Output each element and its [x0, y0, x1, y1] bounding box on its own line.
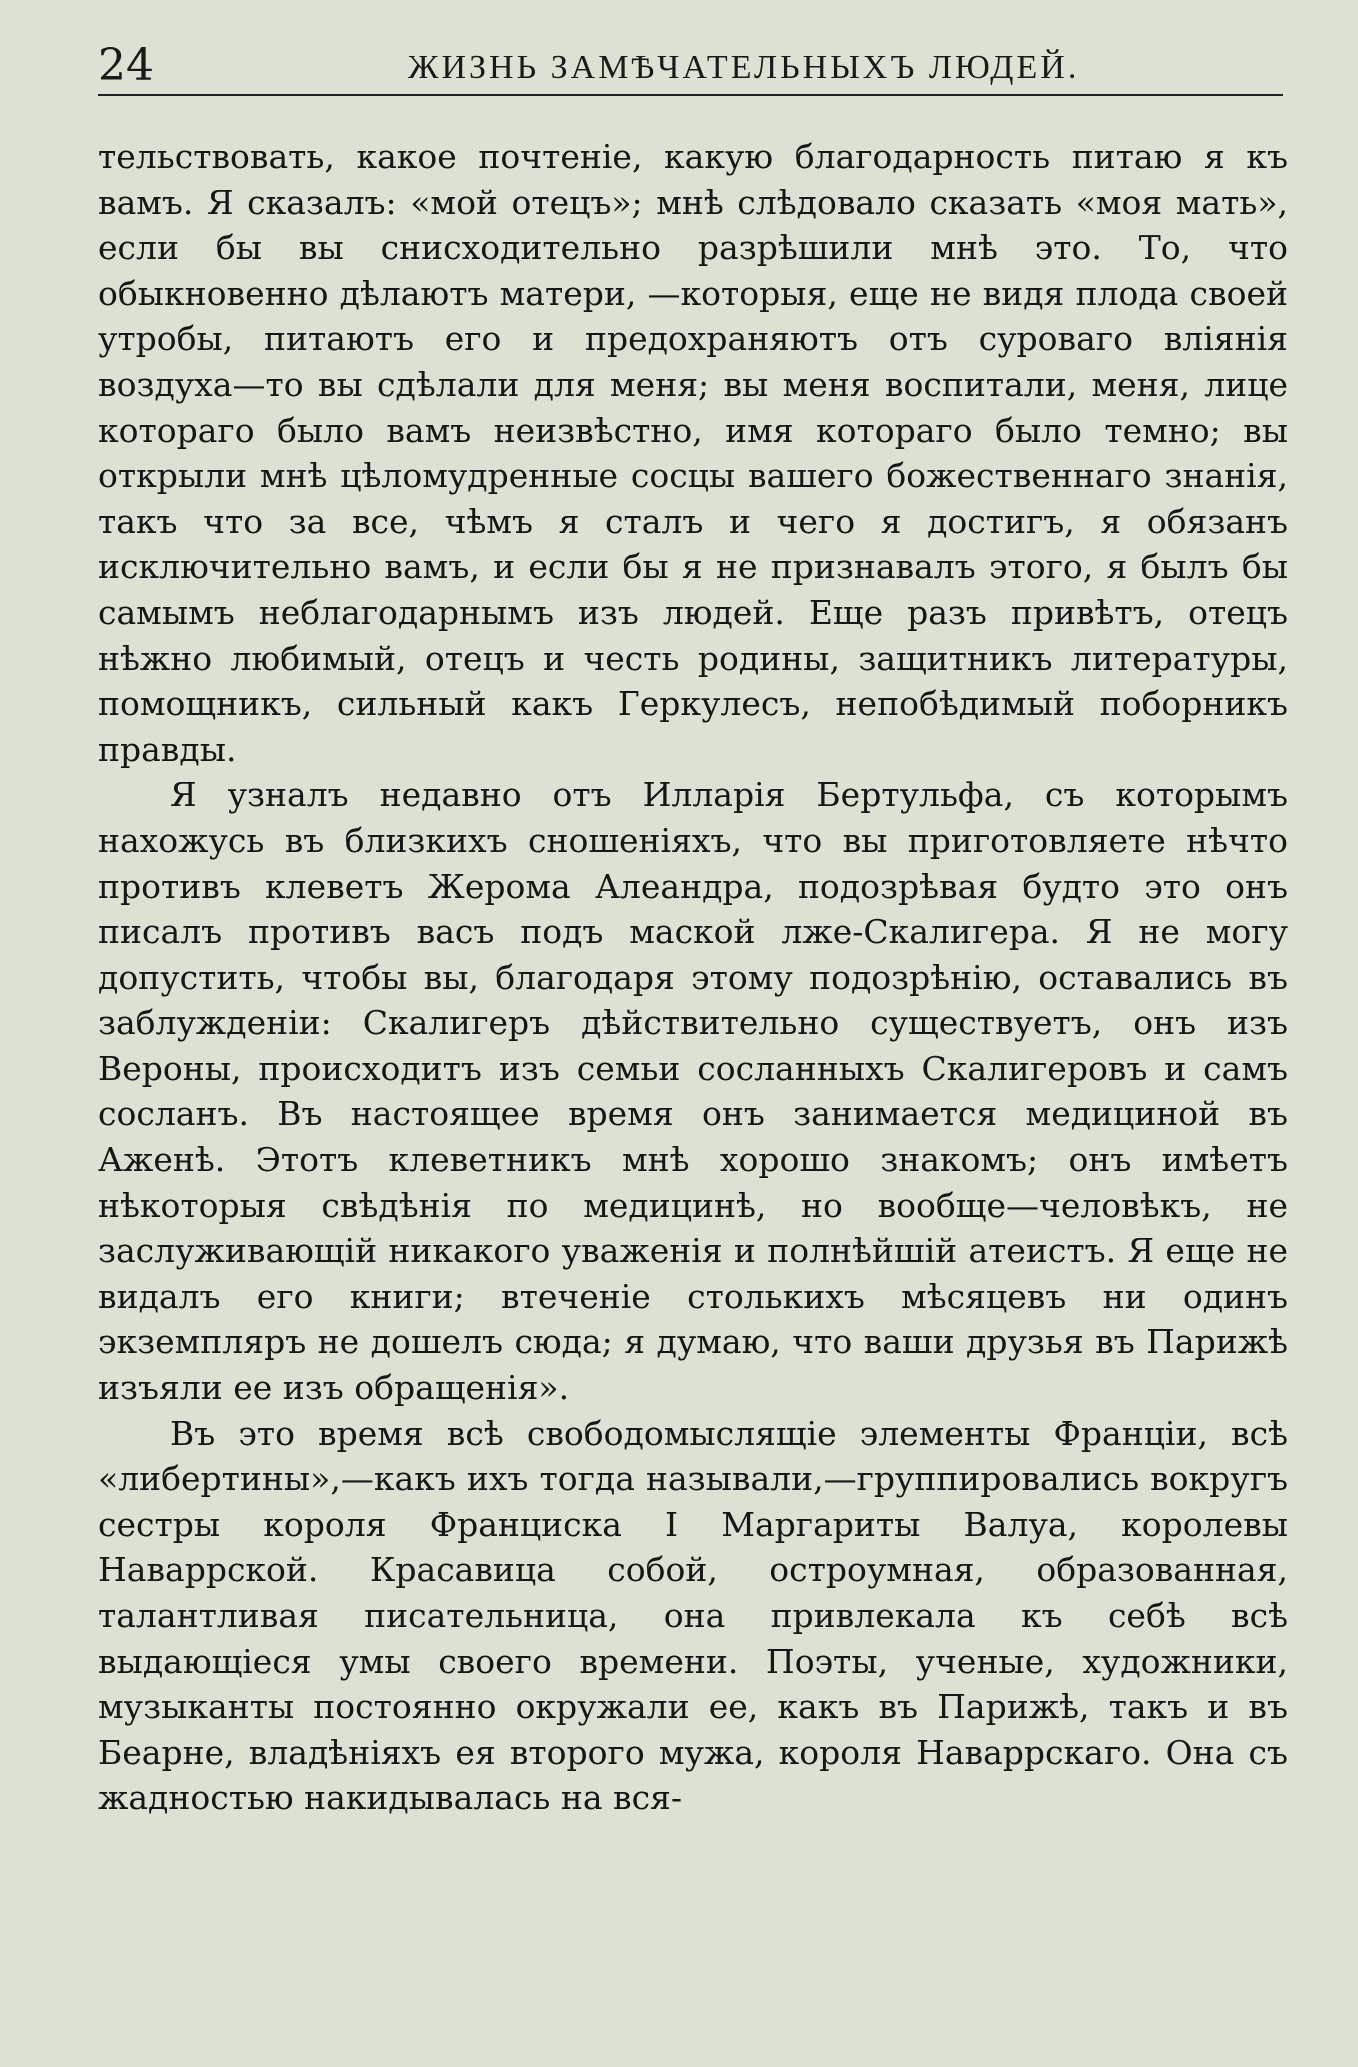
- page-number: 24: [98, 40, 154, 91]
- paragraph-margarita: Въ это время всѣ свободомыслящіе элементы Франціи, всѣ «либертины»,—какъ ихъ тогда называли,—группировались вокругъ сестры короля Франциска I Маргариты Валуа, королевы Наваррской. Красавица собой, остроумная, образованная, талантливая писательница, она привлекала къ себѣ всѣ выдающіеся умы своего времени. Поэты, ученые, художники, музыканты постоянно окружали ее, какъ въ Парижѣ, такъ и въ Беарне, владѣніяхъ ея второго мужа, короля Наваррскаго. Она съ жадностью накидывалась на вся-: [98, 1413, 1288, 1818]
- paragraph-continuation: тельствовать, какое почтеніе, какую благодарность питаю я къ вамъ. Я сказалъ: «мой отецъ»; мнѣ слѣдовало сказать «моя мать», если бы вы снисходительно разрѣшили мнѣ это. То, что обыкновенно дѣлаютъ матери, —которыя, еще не видя плода своей утробы, питаютъ его и предохраняютъ отъ суроваго вліянія воздуха—то вы сдѣлали для меня; вы меня воспитали, меня, лице котораго было вамъ неизвѣстно, имя котораго было темно; вы открыли мнѣ цѣломудренные сосцы вашего божественнаго знанія, такъ что за все, чѣмъ я сталъ и чего я достигъ, я обязанъ исключительно вамъ, и если бы я не признавалъ этого, я былъ бы самымъ неблагодарнымъ изъ людей. Еще разъ привѣтъ, отецъ нѣжно любимый, отецъ и честь родины, защитникъ литературы, помощникъ, сильный какъ Геркулесъ, непобѣдимый поборникъ правды.: [98, 137, 1288, 769]
- running-title: ЖИЗНЬ ЗАМѢЧАТЕЛЬНЫХЪ ЛЮДЕЙ.: [408, 49, 1080, 86]
- header-rule: [98, 94, 1283, 96]
- page-header: [98, 40, 1280, 92]
- paragraph-letter-end: Я узналъ недавно отъ Илларія Бертульфа, съ которымъ нахожусь въ близкихъ сношеніяхъ, что вы приготовляете нѣчто противъ клеветъ Жерома Алеандра, подозрѣвая будто это онъ писалъ противъ васъ подъ маской лже-Скалигера. Я не могу допустить, чтобы вы, благодаря этому подозрѣнію, оставались въ заблужденіи: Скалигеръ дѣйствительно существуетъ, онъ изъ Вероны, происходитъ изъ семьи сосланныхъ Скалигеровъ и самъ сосланъ. Въ настоящее время онъ занимается медициной въ Ажeнѣ. Этотъ клеветникъ мнѣ хорошо знакомъ; онъ имѣетъ нѣкоторыя свѣдѣнія по медицинѣ, но вообще—человѣкъ, не заслуживающій никакого уваженія и полнѣйшій атеистъ. Я еще не видалъ его книги; втеченіе столькихъ мѣсяцевъ ни одинъ экземпляръ не дошелъ сюда; я думаю, что ваши друзья въ Парижѣ изъяли ее изъ обращенія».: [98, 775, 1288, 1408]
- body-text: [98, 134, 1288, 1821]
